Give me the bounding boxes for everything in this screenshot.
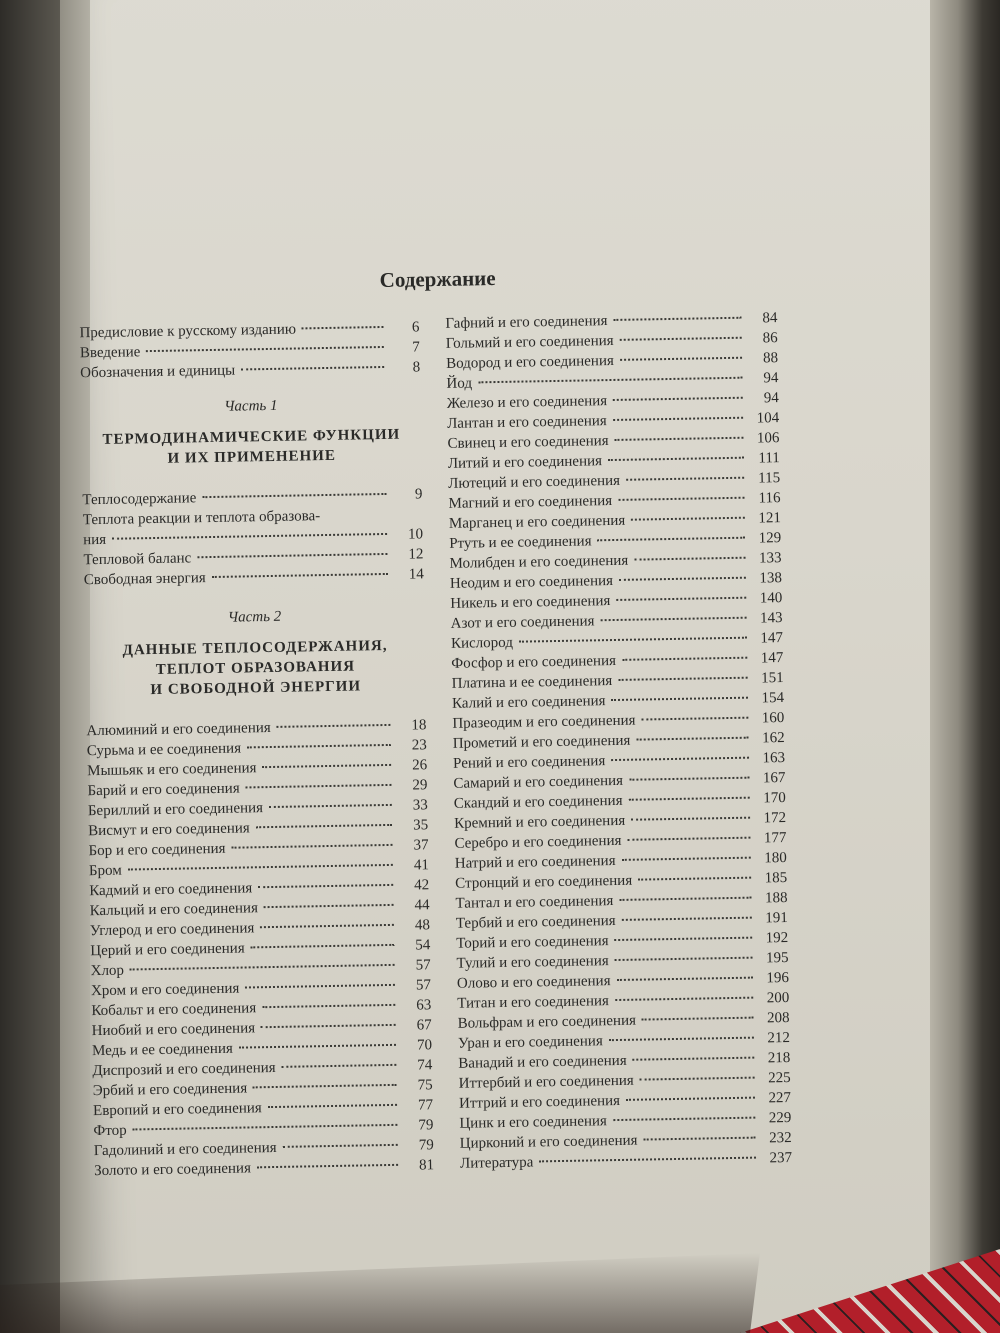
toc-entry-label: Стронций и его соединения: [455, 872, 633, 892]
toc-page-number: 74: [417, 1057, 433, 1074]
dot-leader: [128, 864, 393, 871]
dot-leader: [262, 1004, 395, 1008]
toc-entry-label: Азот и его соединения: [450, 613, 595, 632]
dot-leader: [283, 1144, 398, 1148]
dot-leader: [631, 517, 745, 521]
toc-entry-label: Титан и его соединения: [457, 993, 609, 1012]
toc-page-number: 18: [411, 717, 427, 734]
toc-entry-label: Гафний и его соединения: [445, 313, 608, 332]
dot-leader: [615, 997, 753, 1001]
dot-leader: [616, 597, 746, 601]
toc-entry-label: Свинец и его соединения: [447, 433, 609, 452]
toc-page-number: 94: [763, 370, 779, 387]
toc-entry-label: Платина и ее соединения: [451, 673, 613, 692]
toc-page-number: 48: [414, 917, 431, 934]
toc-entry-label: Церий и его соединения: [90, 940, 245, 960]
dot-leader: [620, 337, 742, 341]
toc-page-number: 7: [412, 339, 420, 356]
toc-entry-label: Тулий и его соединения: [456, 953, 609, 972]
toc-entry-label: Хлор: [90, 962, 125, 980]
toc-page-number: 185: [764, 870, 788, 887]
toc-page-number: 138: [759, 570, 783, 587]
toc-page-number: 57: [415, 977, 432, 994]
toc-page-number: 42: [414, 877, 430, 894]
toc-page-number: 162: [762, 730, 785, 747]
dot-leader: [613, 1117, 756, 1121]
part2-title-line2: ТЕПЛОТ ОБРАЗОВАНИЯ: [155, 658, 356, 679]
toc-page-number: 229: [768, 1109, 792, 1127]
dot-leader: [608, 457, 744, 461]
part2-title-line1: ДАННЫЕ ТЕПЛОСОДЕРЖАНИЯ,: [122, 637, 388, 659]
dot-leader: [260, 924, 394, 928]
dot-leader: [619, 577, 746, 581]
toc-page-number: 14: [408, 566, 424, 583]
toc-page-number: 75: [417, 1077, 433, 1094]
toc-entry-label: Гадолиний и его соединения: [93, 1139, 277, 1160]
part1-title: [81, 424, 422, 470]
dot-leader: [617, 977, 753, 981]
toc-page-number: 208: [766, 1009, 790, 1027]
toc-entry-label: Кремний и его соединения: [454, 812, 626, 832]
toc-entry-label: Олово и его соединения: [456, 973, 611, 992]
toc-entry-label: Торий и его соединения: [456, 933, 609, 952]
front-matter-list: [79, 317, 420, 383]
toc-page-number: 191: [765, 910, 788, 927]
dot-leader: [241, 366, 384, 370]
toc-page-number: 8: [412, 359, 421, 376]
toc-entry-label: Бром: [88, 862, 122, 880]
toc-page-number: 160: [761, 710, 785, 727]
dot-leader: [245, 984, 395, 989]
dot-leader: [146, 346, 384, 352]
dot-leader: [615, 437, 744, 441]
dot-leader: [633, 1057, 755, 1061]
toc-page-number: 81: [418, 1157, 435, 1174]
dot-leader: [626, 477, 744, 481]
toc-entry-label: Уран и его соединения: [457, 1033, 603, 1052]
dot-leader: [264, 904, 394, 908]
dot-leader: [615, 957, 753, 961]
toc-entry-label: Золото и его соединения: [94, 1160, 252, 1180]
toc-entry-label: Калий и его соединения: [451, 693, 606, 712]
dot-leader: [638, 877, 751, 881]
toc-entry-label: Гольмий и его соединения: [445, 332, 614, 352]
toc-page-number: 121: [758, 510, 782, 527]
toc-entry-label: Кадмий и его соединения: [89, 880, 253, 900]
toc-entry-label: Рений и его соединения: [452, 753, 606, 772]
dot-leader: [619, 897, 751, 901]
toc-page-number: 94: [763, 390, 779, 407]
part1-title-line2: И ИХ ПРИМЕНЕНИЕ: [167, 447, 337, 467]
toc-entry-label: Кальций и его соединения: [89, 900, 259, 920]
toc-page-number: 63: [416, 997, 432, 1014]
toc-page-number: 84: [762, 310, 778, 327]
toc-entry-label: Водород и его соединения: [445, 352, 614, 372]
dot-leader: [618, 677, 747, 681]
toc-page-number: 237: [769, 1149, 793, 1167]
toc-page-number: 227: [768, 1089, 792, 1107]
toc-page-number: 143: [759, 610, 783, 627]
toc-entry-label: Прометий и его соединения: [452, 732, 631, 752]
toc-entry-label: Свободная энергия: [83, 570, 206, 589]
dot-leader: [246, 784, 392, 789]
toc-entry-label: Эрбий и его соединения: [92, 1080, 248, 1100]
toc-entry-label: Натрий и его соединения: [454, 853, 616, 872]
dot-leader: [197, 553, 387, 558]
toc-page-number: 12: [408, 546, 424, 563]
toc-entry-label: Алюминий и его соединения: [86, 720, 271, 740]
toc-page-number: 116: [758, 490, 781, 507]
dot-leader: [629, 777, 749, 781]
dot-leader: [640, 1077, 755, 1081]
toc-page-number: 192: [765, 930, 789, 947]
dot-leader: [628, 797, 749, 801]
toc-entry-label: Тантал и его соединения: [455, 893, 614, 912]
dot-leader: [609, 1037, 754, 1042]
toc-page-number: 54: [415, 937, 431, 954]
toc-page-number: 232: [769, 1129, 792, 1147]
dot-leader: [620, 357, 742, 361]
toc-entry-label: Празеодим и его соединения: [452, 712, 636, 732]
dot-leader: [611, 757, 749, 761]
dot-leader: [631, 817, 750, 821]
toc-page-number: 41: [413, 857, 430, 874]
toc-entry-label: Предисловие к русскому изданию: [79, 321, 297, 342]
dot-leader: [539, 1157, 756, 1163]
dot-leader: [622, 857, 751, 861]
toc-page-number: 104: [756, 410, 780, 427]
toc-page-number: 212: [767, 1029, 791, 1047]
toc-entry-label: Теплота реакции и теплота образова-: [82, 508, 321, 529]
toc-entry-label: Углерод и его соединения: [89, 920, 255, 940]
dot-leader: [618, 497, 744, 501]
toc-entry-label: Неодим и его соединения: [449, 573, 614, 592]
dot-leader: [613, 317, 741, 321]
toc-entry-label: ния: [83, 531, 107, 549]
dot-leader: [626, 1097, 755, 1101]
toc-entry-label: Ниобий и его соединения: [91, 1020, 256, 1040]
toc-entry-label: Йод: [446, 375, 473, 392]
toc-entry-label: Диспрозий и его соединения: [92, 1059, 276, 1080]
toc-entry-label: Европий и его соединения: [92, 1100, 262, 1120]
toc-page-number: 29: [412, 777, 428, 794]
dot-leader: [212, 573, 388, 578]
toc-page-number: 147: [760, 650, 784, 667]
toc-entry-label: Сурьма и ее соединения: [86, 740, 242, 760]
toc-page-number: 44: [414, 897, 430, 914]
toc-page-number: 26: [411, 757, 428, 774]
toc-entry-label: Иттрий и его соединения: [458, 1092, 621, 1112]
toc-page-number: 37: [413, 837, 429, 854]
toc-page-number: 154: [761, 690, 785, 707]
dot-leader: [269, 804, 392, 808]
toc-entry-label: Марганец и его соединения: [448, 512, 626, 532]
toc-page-number: 79: [418, 1117, 434, 1134]
toc-page-number: 10: [407, 526, 424, 543]
dot-leader: [239, 1044, 396, 1049]
dot-leader: [253, 1084, 397, 1089]
part1-title-line1: ТЕРМОДИНАМИЧЕСКИЕ ФУНКЦИИ: [102, 426, 401, 448]
toc-entry-label: Бор и его соединения: [88, 840, 226, 860]
toc-page-number: 140: [759, 590, 783, 607]
dot-leader: [247, 744, 391, 749]
dot-leader: [258, 884, 393, 888]
toc-entry-label: Фосфор и его соединения: [451, 652, 617, 672]
toc-entry-label: Молибден и его соединения: [449, 552, 629, 572]
toc-page-number: 70: [416, 1037, 433, 1054]
dot-leader: [251, 944, 395, 949]
dot-leader: [636, 737, 748, 741]
toc-entry-label: Скандий и его соединения: [453, 792, 623, 812]
part2-entries: [86, 715, 434, 1181]
toc-page-number: 196: [766, 970, 790, 987]
toc-page-number: 57: [415, 957, 431, 974]
dot-leader: [130, 964, 395, 971]
toc-entry-label: Иттербий и его соединения: [458, 1072, 634, 1092]
toc-page-number: 111: [758, 450, 780, 467]
part1-entries: [82, 484, 424, 590]
dot-leader: [634, 557, 745, 561]
dot-leader: [112, 533, 387, 540]
toc-entry-label: Цирконий и его соединения: [459, 1132, 638, 1152]
toc-page-number: 77: [417, 1097, 434, 1114]
dot-leader: [202, 493, 386, 498]
dot-leader: [257, 1164, 398, 1168]
toc-entry-label: Тербий и его соединения: [455, 913, 616, 932]
dot-leader: [600, 617, 746, 622]
toc-entry-label: Обозначения и единицы: [80, 362, 236, 382]
dot-leader: [598, 537, 746, 542]
dot-leader: [268, 1104, 397, 1108]
toc-entry-label: Висмут и его соединения: [88, 820, 250, 840]
dot-leader: [622, 657, 747, 661]
dot-leader: [627, 837, 750, 841]
toc-entry-label: Серебро и его соединения: [454, 832, 622, 852]
toc-entry-label: Кислород: [450, 634, 514, 652]
dot-leader: [133, 1124, 398, 1131]
toc-entry-label: Тепловой баланс: [83, 550, 192, 569]
toc-entry-label: Ванадий и его соединения: [458, 1052, 627, 1072]
toc-entry-label: Фтор: [93, 1122, 127, 1140]
toc-page-number: 200: [766, 989, 790, 1007]
dot-leader: [611, 697, 748, 701]
dot-leader: [282, 1064, 397, 1068]
toc-page-number: 147: [760, 630, 784, 647]
toc-page-number: 129: [758, 530, 782, 547]
toc-page-number: 79: [418, 1137, 434, 1154]
dot-leader: [613, 417, 743, 421]
dot-leader: [231, 844, 392, 849]
toc-page-number: 167: [762, 770, 786, 787]
right-column: [445, 308, 792, 1174]
dot-leader: [302, 326, 384, 329]
toc-entry-label: Лантан и его соединения: [447, 413, 607, 432]
toc-entry-label: Мышьяк и его соединения: [87, 760, 257, 780]
toc-entry-label: Ртуть и ее соединения: [449, 533, 592, 552]
toc-page-number: 23: [411, 737, 427, 754]
toc-page-number: 88: [762, 350, 779, 367]
toc-entry-label: Железо и его соединения: [446, 393, 608, 412]
toc-entry-label: Вольфрам и его соединения: [457, 1012, 637, 1032]
toc-entry-label: Никель и его соединения: [450, 593, 611, 612]
toc-entry-label: Медь и ее соединения: [91, 1040, 233, 1060]
toc-entry-label: Самарий и его соединения: [453, 772, 624, 792]
toc-page-number: 133: [758, 550, 782, 567]
toc-page-number: 225: [768, 1069, 791, 1087]
toc-page-number: 67: [416, 1017, 432, 1034]
toc-entry-label: Кобальт и его соединения: [91, 1000, 257, 1020]
part1-heading: Часть 1: [223, 397, 278, 415]
toc-page-number: 218: [767, 1049, 791, 1067]
dot-leader: [519, 637, 747, 643]
toc-page-number: 33: [412, 797, 428, 814]
dot-leader: [262, 764, 391, 768]
dot-leader: [478, 377, 742, 384]
dot-leader: [641, 717, 748, 721]
toc-entry-label: Литература: [459, 1154, 534, 1172]
left-column: [79, 317, 434, 1181]
part2-title: [85, 635, 426, 701]
dot-leader: [643, 1137, 755, 1141]
toc-entry-label: Барий и его соединения: [87, 780, 240, 800]
toc-page-number: 177: [763, 830, 787, 847]
dot-leader: [613, 397, 743, 401]
toc-page-number: 9: [414, 486, 423, 503]
toc-entry-label: Лютеций и его соединения: [448, 472, 621, 492]
toc-page-number: 6: [411, 319, 420, 336]
dot-leader: [256, 824, 392, 828]
part2-heading: Часть 2: [227, 608, 282, 626]
toc-page-number: 163: [762, 750, 786, 767]
dot-leader: [622, 917, 752, 921]
toc-entry-label: Цинк и его соединения: [459, 1113, 608, 1132]
page-title: Содержание: [379, 266, 496, 293]
toc-page-number: 151: [761, 670, 784, 687]
toc-page-number: 86: [762, 330, 778, 347]
toc-page-number: 106: [756, 430, 780, 447]
toc-page-number: 188: [764, 890, 788, 907]
toc-entry-label: Введение: [79, 344, 141, 362]
toc-page-number: 172: [763, 810, 787, 827]
toc-entry-label: Магний и его соединения: [448, 493, 613, 512]
toc-entry-label: Теплосодержание: [82, 490, 197, 509]
dot-leader: [261, 1024, 396, 1028]
dot-leader: [642, 1017, 754, 1021]
toc-entry-label: Хром и его соединения: [90, 980, 240, 1000]
toc-page-number: 35: [413, 817, 429, 834]
dot-leader: [277, 724, 391, 728]
toc-page-number: 180: [764, 850, 787, 867]
dot-leader: [615, 937, 753, 941]
part2-title-line3: И СВОБОДНОЙ ЭНЕРГИИ: [150, 678, 362, 699]
toc-page-number: 195: [765, 950, 789, 967]
toc-entry-label: Бериллий и его соединения: [87, 800, 264, 820]
toc-page-number: 115: [758, 470, 781, 487]
toc-entry-label: Литий и его соединения: [447, 453, 603, 472]
toc-page-number: 170: [763, 790, 786, 807]
